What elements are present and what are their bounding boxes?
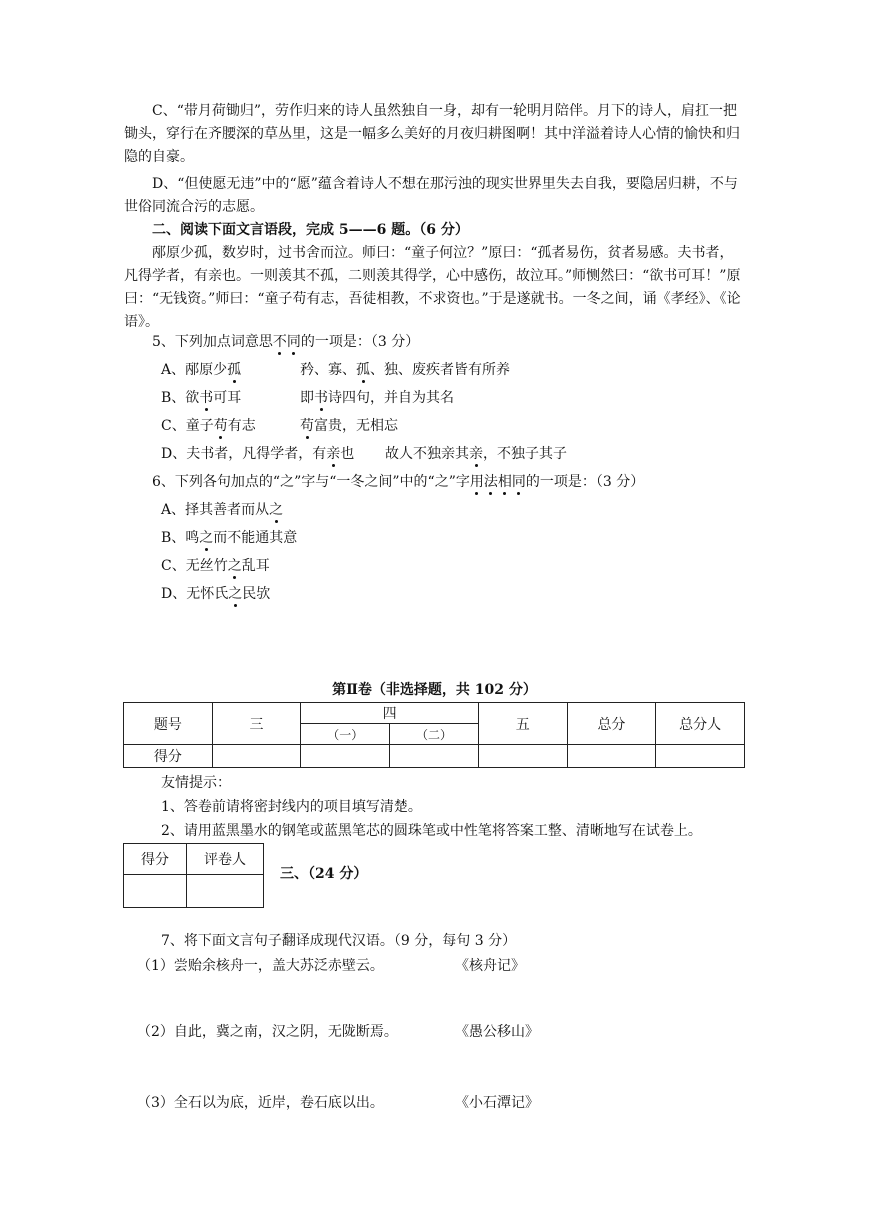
score-cell[interactable] [301,745,390,768]
dotted-char: 同 [286,334,301,350]
dotted-char: 书 [314,390,328,406]
grader-score-cell[interactable] [124,875,187,908]
col-header-wu: 五 [478,703,567,745]
question-6-stem: 6、下列各句加点的“之”字与“一冬之间”中的“之”字用法相同的一项是：（3 分） [152,474,645,490]
q5-option-d-right: 故人不独亲其亲，不独子其子 [385,446,567,462]
row-label-defen: 得分 [124,745,213,768]
part-2-title: 第Ⅱ卷（非选择题，共 102 分） [332,682,537,698]
col-header-san: 三 [212,703,301,745]
grader-table [123,843,264,908]
q6-option-c: C、无丝竹之乱耳 [161,558,270,574]
col-header-si: 四 [301,703,479,724]
dotted-char: 亲 [469,446,483,462]
dotted-char: 相 [497,474,512,490]
score-cell[interactable] [656,745,745,768]
score-cell[interactable] [567,745,656,768]
q5-option-b-right: 即书诗四句，并自为其名 [300,390,454,406]
score-cell[interactable] [478,745,567,768]
dotted-char: 之 [228,586,243,602]
section-3-heading: 三、（24 分） [280,866,368,882]
dotted-char: 亲 [326,446,341,462]
dotted-char: 之 [269,502,284,518]
dotted-char: 不 [272,334,287,350]
col-header-tihao: 题号 [124,703,213,745]
q7-item-2-source: 《愚公移山》 [455,1024,539,1040]
q6-option-a: A、择其善者而从之 [161,502,284,518]
dotted-char: 苟 [213,418,228,434]
tip-1: 1、答卷前请将密封线内的项目填写清楚。 [161,799,422,815]
score-cell[interactable] [390,745,479,768]
dotted-char: 书 [199,390,214,406]
col-header-si-2: （二） [390,724,479,745]
dotted-char: 之 [227,558,242,574]
question-5-stem: 5、下列加点词意思不同的一项是：（3 分） [152,334,420,350]
dotted-char: 孤 [227,362,242,378]
q7-item-2: （2）自此，冀之南，汉之阴，无陇断焉。 [137,1024,398,1040]
dotted-char: 之 [199,530,214,546]
tip-2: 2、请用蓝黑墨水的钢笔或蓝黑笔芯的圆珠笔或中性笔将答案工整、清晰地写在试卷上。 [161,823,702,839]
score-cell[interactable] [212,745,301,768]
q5-option-d-left: D、夫书者，凡得学者，有亲也 [161,446,355,462]
classical-passage: 邴原少孤，数岁时，过书舍而泣。师曰：“童子何泣？”原曰：“孤者易伤，贫者易感。夫书者，凡得学者，有亲也。一则羡其不孤，二则羡其得学，心中感伤，故泣耳。”师恻然曰：“欲书可耳！”原曰：“无钱资。”师曰：“童子苟有志，吾徒相教，不求资也。”于是遂就书。一冬之间，诵《孝经》、《论语》。 [124,245,741,330]
q7-item-3: （3）全石以为底，近岸，卷石底以出。 [137,1095,384,1111]
q5-option-c-left: C、童子苟有志 [161,418,256,434]
option-c-text: C、“带月荷锄归”，劳作归来的诗人虽然独自一身，却有一轮明月陪伴。月下的诗人，肩扛一把锄头，穿行在齐腰深的草丛里，这是一幅多么美好的月夜归耕图啊！其中洋溢着诗人心情的愉快和归隐的自豪。 [124,103,740,165]
question-7-stem: 7、将下面文言句子翻译成现代汉语。（9 分，每句 3 分） [161,933,517,949]
score-table [123,702,745,768]
dotted-char: 苟 [300,418,314,434]
q5-option-a-right: 矜、寡、孤、独、废疾者皆有所养 [300,362,510,378]
dotted-char: 用 [469,474,484,490]
dotted-char: 法 [483,474,498,490]
col-header-zongfenren: 总分人 [656,703,745,745]
option-d-text: D、“但使愿无违”中的“愿”蕴含着诗人不想在那污浊的现实世界里失去自我，要隐居归耕，不与世俗同流合污的志愿。 [124,176,738,215]
q5-option-b-left: B、欲书可耳 [161,390,242,406]
dotted-char: 同 [511,474,526,490]
col-header-si-1: （一） [301,724,390,745]
q7-item-1: （1）尝贻余核舟一，盖大苏泛赤壁云。 [137,958,384,974]
grader-header-defen: 得分 [124,844,187,875]
q6-option-b: B、鸣之而不能通其意 [161,530,298,546]
tips-title: 友情提示： [161,775,231,791]
q7-item-3-source: 《小石潭记》 [455,1095,539,1111]
q5-option-a-left: A、邴原少孤 [161,362,242,378]
col-header-zongfen: 总分 [567,703,656,745]
dotted-char: 孤 [356,362,370,378]
q5-option-c-right: 苟富贵，无相忘 [300,418,398,434]
grader-header-pingjuanren: 评卷人 [187,844,264,875]
q7-item-1-source: 《核舟记》 [455,958,525,974]
section-2-heading: 二、阅读下面文言语段，完成 5——6 题。（6 分） [152,222,469,238]
q6-option-d: D、无怀氏之民欤 [161,586,271,602]
grader-name-cell[interactable] [187,875,264,908]
